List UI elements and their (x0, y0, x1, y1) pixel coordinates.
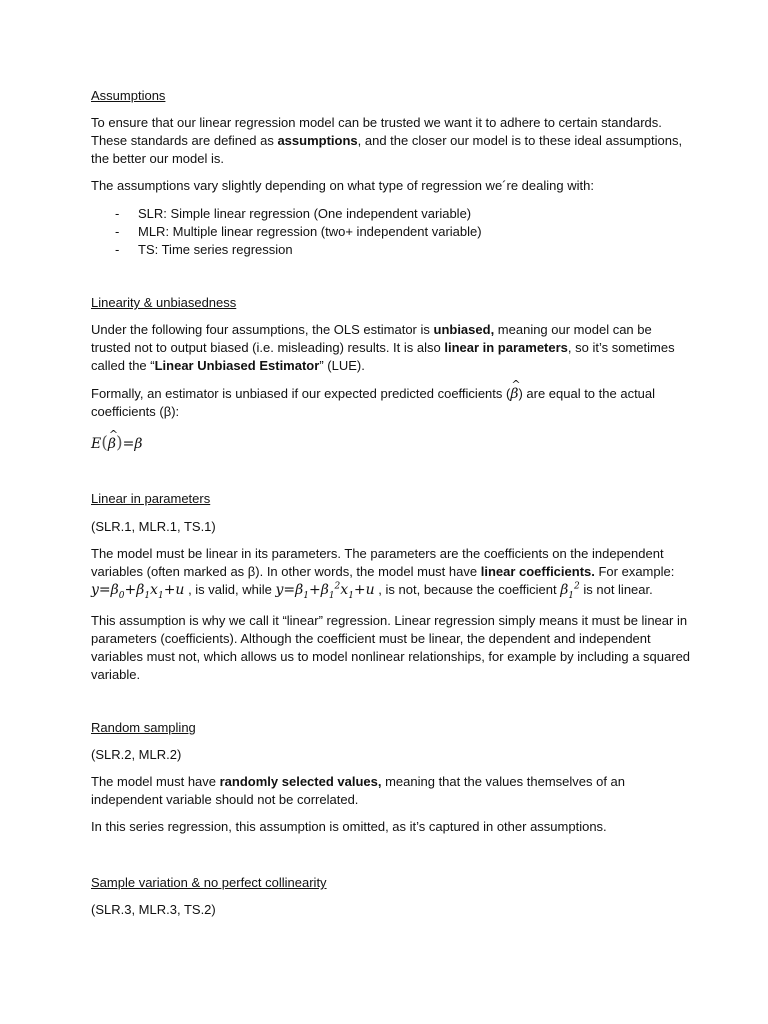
valid-equation: $y=\beta_0+\beta_1x_1+u$ (91, 582, 185, 601)
list-item: - MLR: Multiple linear regression (two+ independent variable) (91, 223, 691, 241)
linear-params-reference: (SLR.1, MLR.1, TS.1) (91, 519, 216, 534)
beta-hat-symbol: ^ β (510, 386, 518, 402)
unbiased-paragraph: Under the following four assumptions, the OLS estimator is unbiased, meaning our model can be trusted not to output biased (i.e. misleading) results. It is also linear in parameters, so it’s sometimes called the “Linear Unbiased Estimator” (LUE). (91, 322, 675, 373)
heading-sample-variation: Sample variation & no perfect collinearity (91, 875, 327, 890)
heading-assumptions: Assumptions (91, 88, 166, 103)
unbiased-equation: E(^ β)=β (91, 434, 691, 453)
random-sampling-reference: (SLR.2, MLR.2) (91, 747, 182, 762)
invalid-equation: $y=\beta_1+\beta_1^2x_1+u$ (275, 581, 375, 601)
heading-random-sampling: Random sampling (91, 720, 196, 735)
assumptions-vary-paragraph: The assumptions vary slightly depending on what type of regression we´re dealing with: (91, 178, 594, 193)
regression-types-list (91, 205, 691, 259)
assumptions-intro-paragraph: To ensure that our linear regression model can be trusted we want it to adhere to certain standards. These standards are defined as assumptions, and the closer our model is to these ideal assumptions, the better our model is. (91, 115, 683, 166)
series-regression-paragraph: In this series regression, this assumption is omitted, as it’s captured in other assumptions. (91, 819, 607, 834)
sample-variation-reference: (SLR.3, MLR.3, TS.2) (91, 902, 216, 917)
list-item: - TS: Time series regression (91, 241, 691, 259)
squared-coefficient: $\beta_1^2$ (560, 581, 580, 601)
linear-regression-paragraph: This assumption is why we call it “linear” regression. Linear regression simply means it must be linear in parameters (coefficients). Although the coefficient must be linear, the dependent and independent variables must not, which allows us to model nonlinear relationships, for example by including a squared variable. (91, 613, 691, 682)
heading-linear-in-parameters: Linear in parameters (91, 491, 211, 506)
random-sampling-paragraph: The model must have randomly selected values, meaning that the values themselves of an independent variable should not be correlated. (91, 774, 626, 807)
list-item: - SLR: Simple linear regression (One independent variable) (91, 205, 691, 223)
unbiased-formal-paragraph: Formally, an estimator is unbiased if our expected predicted coefficients (^ β) are equal to the actual coefficients (β): (91, 385, 691, 421)
heading-linearity-unbiasedness: Linearity & unbiasedness (91, 295, 237, 310)
linear-params-paragraph: The model must be linear in its parameters. The parameters are the coefficients on the independent variables (often marked as β). In other words, the model must have linear coefficients. For example: $y=\beta_0+\beta_1x_1+u$ , is valid, while $y=\beta_1+\beta_1^2x_1+u$ , is not, because the coefficient $\beta_1^2$ is not linear. (91, 546, 675, 601)
